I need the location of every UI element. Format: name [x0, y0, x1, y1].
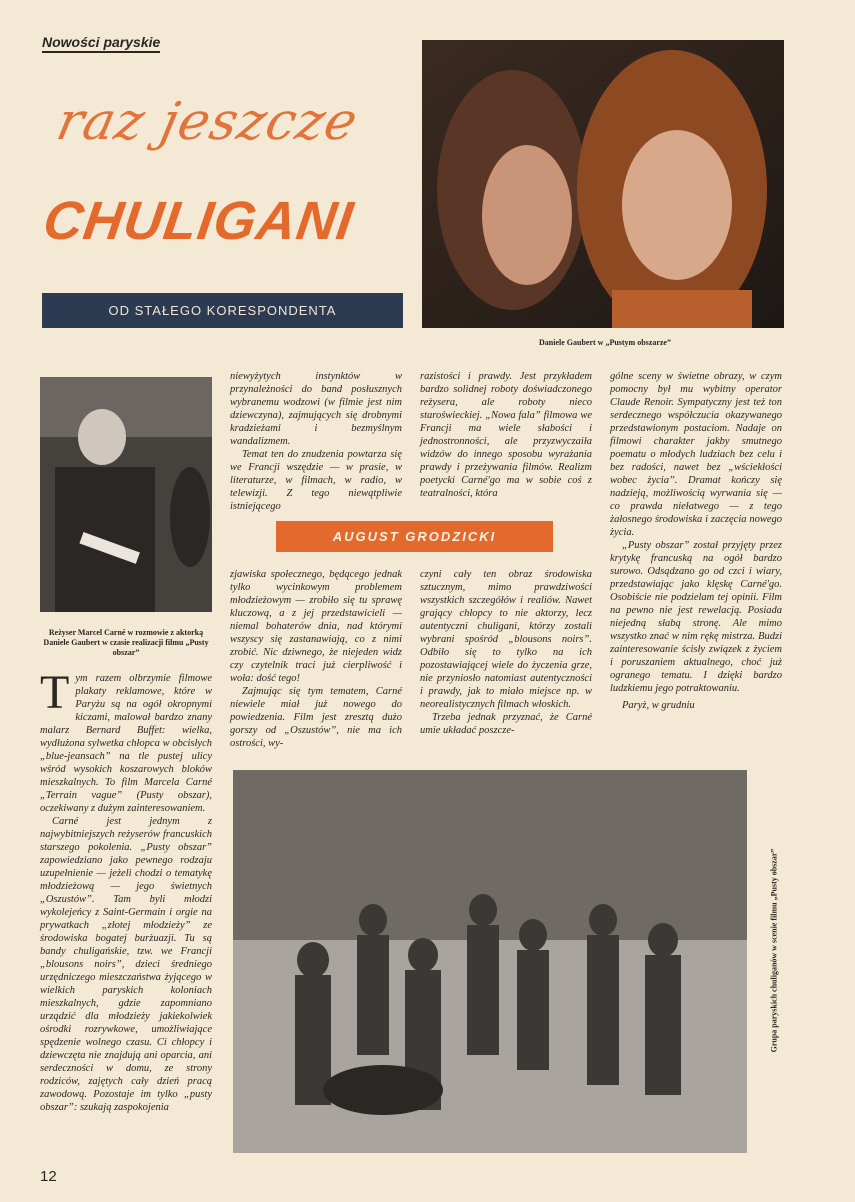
column-4 [610, 370, 782, 712]
title-line-2: CHULIGANI [39, 191, 358, 251]
section-label: Nowości paryskie [42, 34, 160, 53]
dropcap: T [40, 666, 70, 719]
page-number: 12 [40, 1168, 57, 1185]
author-name: AUGUST GRODZICKI [332, 529, 497, 544]
column-1 [40, 666, 212, 1114]
column-4-para-2: „Pusty obszar” został przyjęty przez krytykę francuską na ogół bardzo surowo. Odsądzano go od czci i wiary, przedstawiając jako klęskę Carné'go. Osobiście nie podzielam tej opinii. Film na pewno nie jest rewelacją. Posiada niejedną słabą stronę. Ale mimo wszystko znać w nim rękę mistrza. Budzi zainteresowanie ścisły związek z życiem i poruszaniem aktualnego, choć już ogranego tematu. I dzięki bardzo ludzkiemu jego potraktowaniu. [610, 540, 782, 694]
column-4-para-1: gólne sceny w świetne obrazy, w czym pomocny był mu wybitny operator Claude Renoir. Sympatyczny jest też ton serdecznego współczucia okazywanego przedstawionym postaciom. Nadaje on filmowi charakter jakby smutnego poematu o młodych ludziach bez celu i bez radości, nawet bez „wściekłości wobec życia”. Dramat kończy się nadzieją, możliwością wyrwania się — co prawda niełatwego — z tego żałosnego środowiska i zaczęcia nowego życia. [610, 371, 782, 538]
column-3-para-2: czyni cały ten obraz środowiska sztucznym, mimo prawdziwości wszystkich szczegółów i realiów. Nawet grający chłopcy to nie aktorzy, lecz autentyczni chuligani, którzy zostali wybrani spośród „blousons noirs”. Odbiło się to tylko na ich pozostawiającej wiele do życzenia grze, nie przyniosło natomiast autentyczności i prawdy, jak to miało miejsce np. w neorealistycznych filmach włoskich. [420, 569, 592, 710]
bottom-photo-image [233, 770, 747, 1153]
column-1-para-1: ym razem olbrzymie filmowe plakaty reklamowe, które w Paryżu są na ogół okropnymi kiczami, malował bardzo znany malarz Bernard Buffet: wielka, wydłużona sylwetka chłopca w obcisłych „blue-jeansach” na tle pustej ulicy wśród wysokich koszarowych bloków mieszkalnych. To film Marcela Carné „Terrain vague” (Pusty obszar), oczekiwany z dużym zainteresowaniem. [40, 673, 212, 814]
column-4-dateline: Paryż, w grudniu [622, 700, 695, 711]
correspondent-label: OD STAŁEGO KORESPONDENTA [108, 303, 337, 318]
title-line-1: raz jeszcze [51, 92, 364, 152]
bottom-photo [233, 770, 747, 1153]
top-photo [422, 40, 784, 328]
column-2-para-4: Zajmując się tym tematem, Carné niewiele miał już nowego do powiedzenia. Film jest zresztą dużo gorszy od „Oszustów”, nie ma ich ostrości, wy- [230, 686, 402, 749]
bottom-photo-caption-box [754, 760, 794, 1140]
column-2-para-3: zjawiska społecznego, będącego jednak tylko wycinkowym problemem młodzieżowym — zrobiło się tu sprawę kluczową, a z jej przedstawicieli — niemal bohaterów dnia, nad którymi wszyscy się zastanawiają, co z nimi zrobić. Nic dziwnego, że niejeden widz czy czytelnik traci już cierpliwość i woła: dość tego! [230, 569, 402, 684]
top-photo-image [422, 40, 784, 328]
column-3-para-1: razistości i prawdy. Jest przykładem bardzo solidnej roboty doświadczonego reżysera, ale roboty nieco staroświeckiej. „Nowa fala” filmowa we Francji ma wiele słabości i jednostronności, ale przyzwyczaiła widzów do innego sposobu wyrażania prawdy i przeżywania filmów. Realizm poetycki Carné'go ma w sobie coś z teatralności, która [420, 371, 592, 499]
column-2-top [230, 370, 402, 513]
column-2-para-1: niewyżytych instynktów w przynależności do band posłusznych wybranemu wodzowi (w filmie jest nim dziewczyna), zajmujących się drobnymi kradzieżami i bezmyślnym wandalizmem. [230, 371, 402, 447]
left-photo [40, 377, 212, 612]
left-photo-image [40, 377, 212, 612]
column-1-para-2: Carné jest jednym z najwybitniejszych reżyserów francuskich starszego pokolenia. „Pusty obszar” zapowiedziano jako pewnego rodzaju uzupełnienie — jeżeli chodzi o tematykę młodzieżową — jego świetnych „Oszustów”. Tam byli młodzi wykolejeńcy z Saint-Germain i orgie na prywatkach „złotej młodzieży” ze środowiska bogatej burżuazji. Tu są bandy chuligańskie, tzw. we Francji „blousons noirs”, dzieci średniego urzędniczego mieszczaństwa żyjącego w wielkich paryskich koloniach mieszkalnych, gdzie zapomniano urządzić dla młodzieży jakiekolwiek ośrodki rozrywkowe, umożliwiające spędzenie wolnego czasu. Ci chłopcy i dziewczęta nie znajdują ani oparcia, ani serdeczności w domu, ze strony rodziców, zajętych cały dzień pracą zawodową. Pozostaje im tylko „pusty obszar”: szukają zaspokojenia [40, 816, 212, 1113]
column-2-para-2: Temat ten do znudzenia powtarza się we Francji wszędzie — w prasie, w literaturze, w filmach, w radio, w telewizji. Z tego niewątpliwie istniejącego [230, 449, 402, 512]
column-3-bottom [420, 568, 592, 737]
left-photo-caption: Reżyser Marcel Carné w rozmowie z aktorką Daniele Gaubert w czasie realizacji filmu „Pusty obszar” [43, 628, 209, 657]
column-3-para-3: Trzeba jednak przyznać, że Carné umie układać poszcze- [420, 712, 592, 736]
author-banner [276, 521, 553, 552]
top-photo-caption: Daniele Gaubert w „Pustym obszarze” [539, 338, 671, 347]
bottom-photo-caption: Grupa paryskich chuliganów w scenie filmu „Pusty obszar” [769, 848, 779, 1052]
column-3-top [420, 370, 592, 500]
column-2-bottom [230, 568, 402, 750]
correspondent-banner [42, 293, 403, 328]
